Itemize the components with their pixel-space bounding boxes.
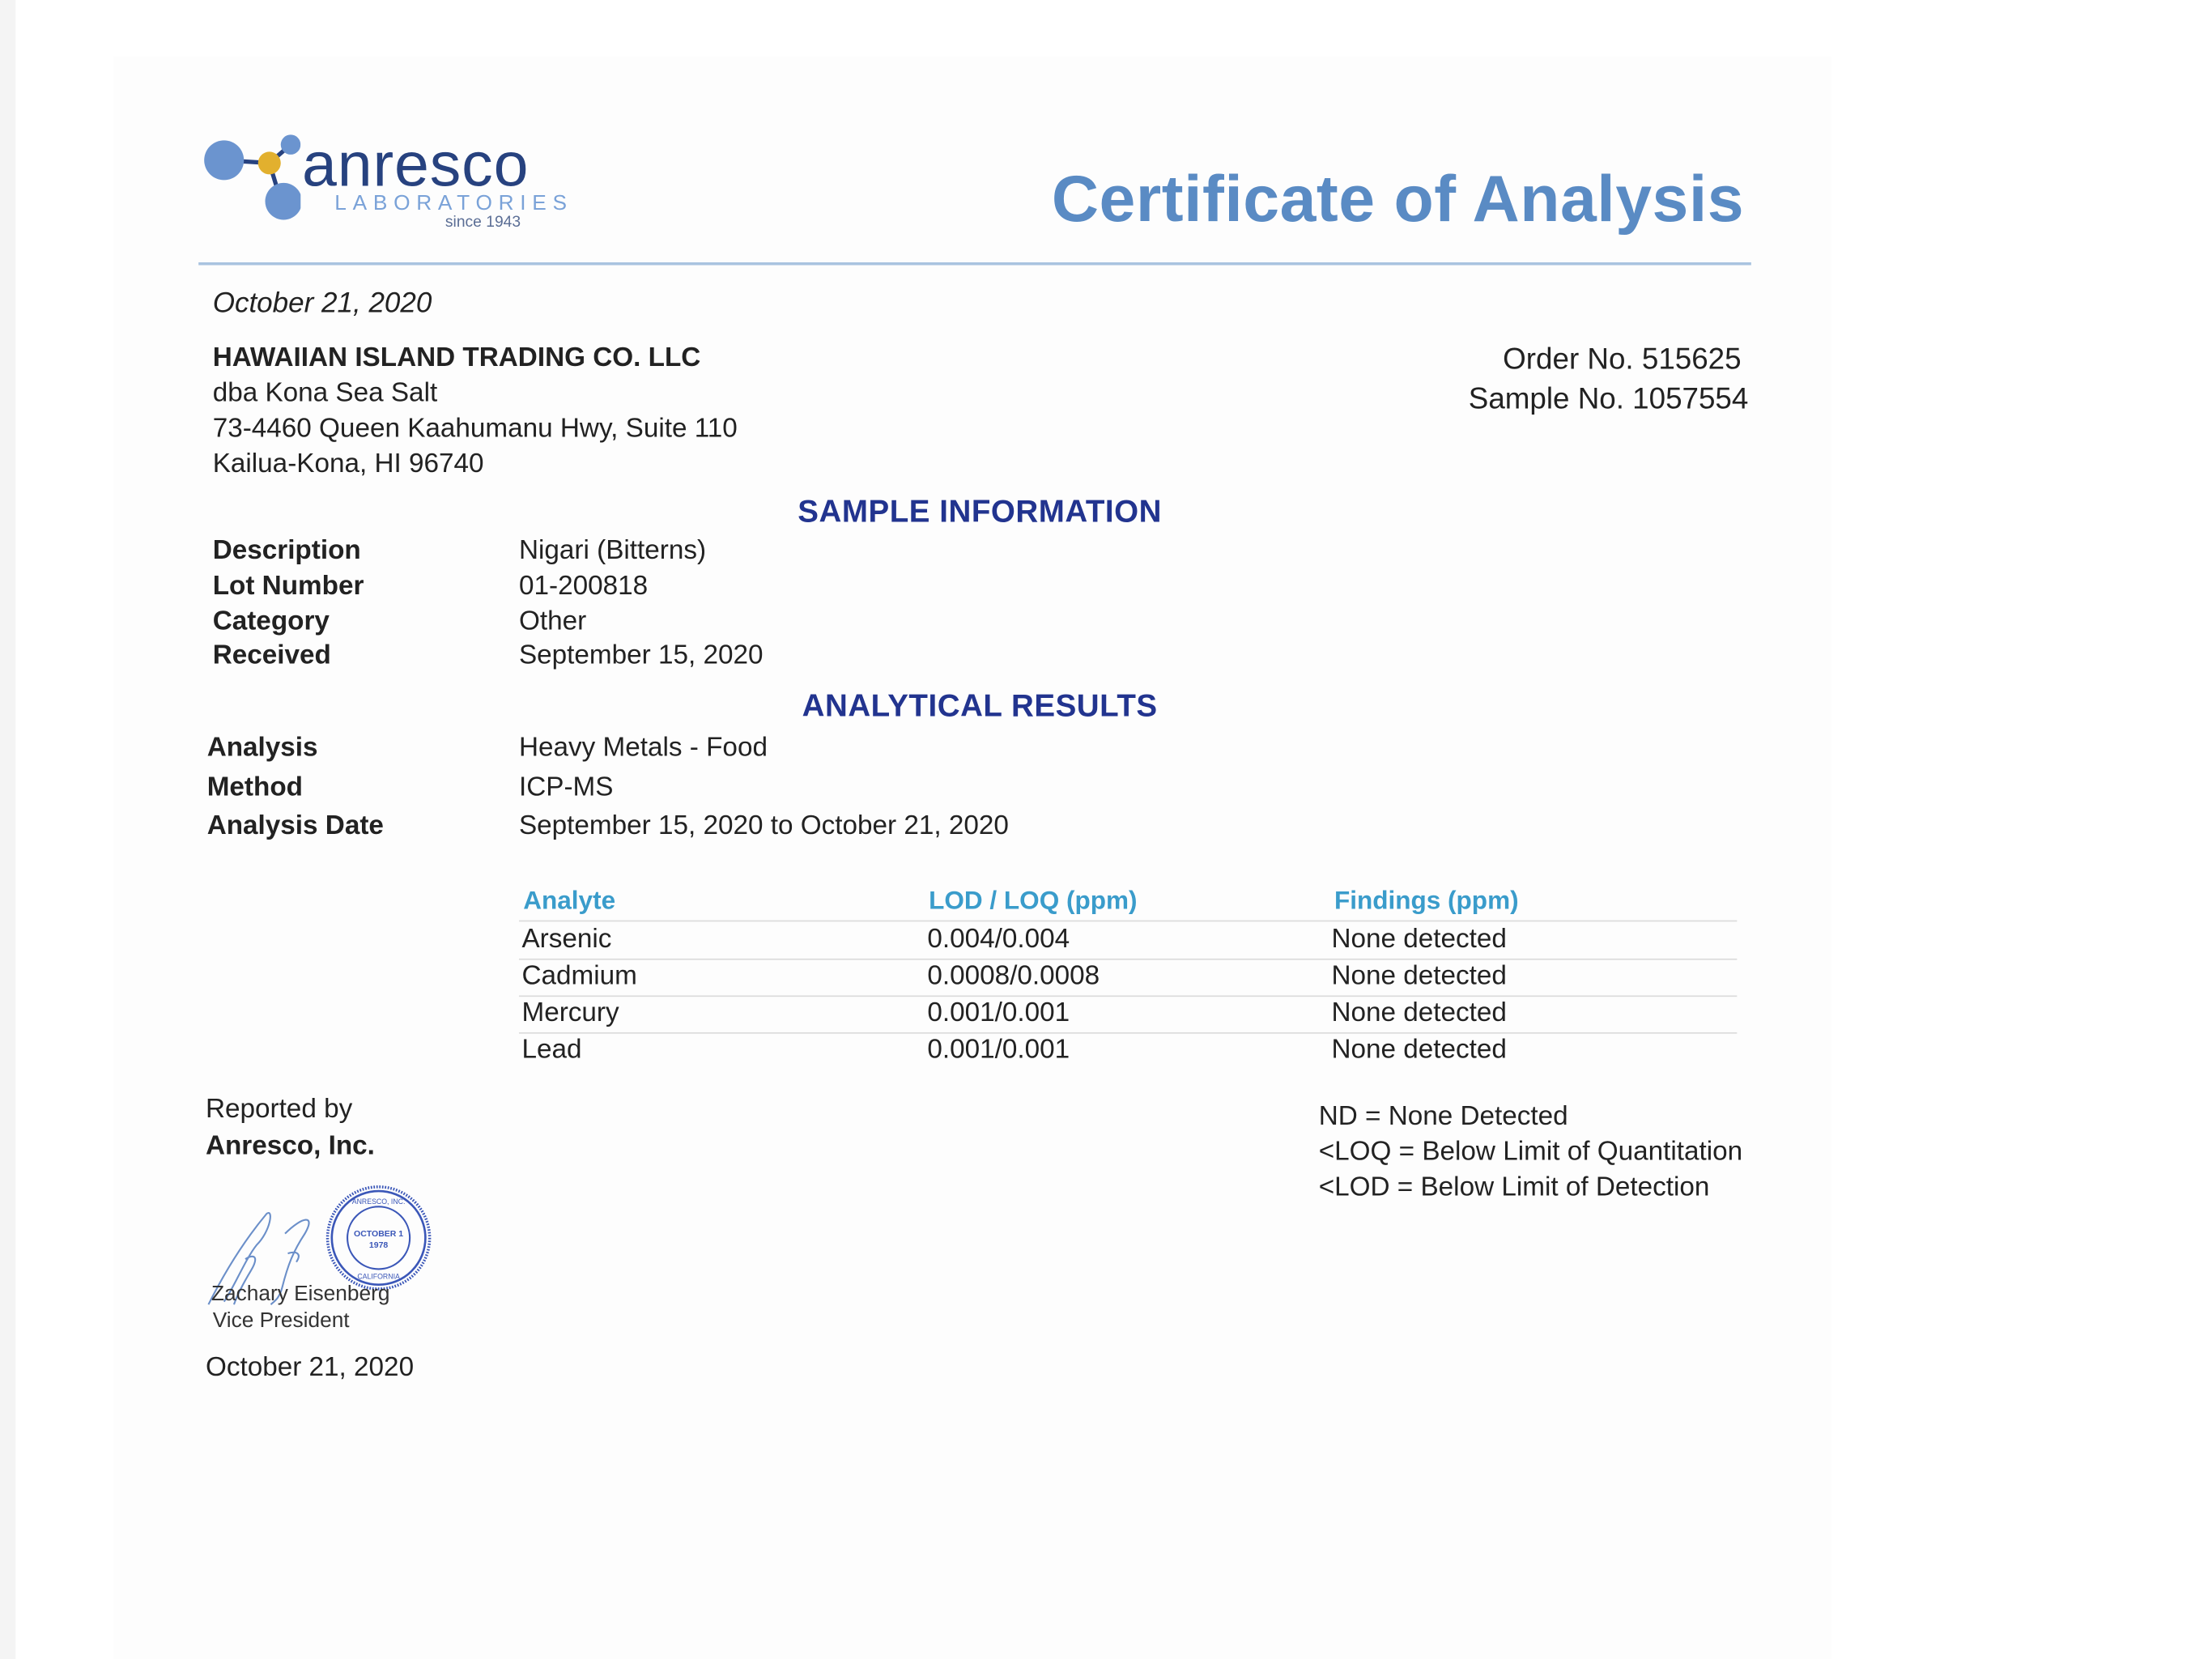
signature-date: October 21, 2020 — [205, 1352, 415, 1383]
sample-info-label: Received — [212, 640, 331, 671]
page-title: Certificate of Analysis — [1051, 161, 1745, 236]
signer-name: Zachary Eisenberg — [211, 1282, 390, 1306]
logo-since: since 1943 — [445, 214, 521, 232]
column-header-findings: Findings (ppm) — [1334, 886, 1519, 915]
analysis-value: Heavy Metals - Food — [518, 733, 768, 764]
order-number: Order No. 515625 — [1503, 342, 1742, 376]
row-divider — [519, 959, 1737, 960]
lod-loq-cell: 0.0008/0.0008 — [927, 961, 1100, 992]
row-divider — [519, 995, 1737, 997]
legend-item: <LOQ = Below Limit of Quantitation — [1318, 1137, 1743, 1168]
corporate-seal-icon — [325, 1184, 432, 1291]
sample-info-value: Other — [518, 606, 587, 637]
client-dba: dba Kona Sea Salt — [212, 378, 438, 409]
reporting-company: Anresco, Inc. — [205, 1131, 375, 1162]
analysis-label: Analysis — [206, 733, 318, 764]
svg-text:OCTOBER 1: OCTOBER 1 — [354, 1229, 404, 1240]
client-address-line2: Kailua-Kona, HI 96740 — [212, 449, 484, 479]
svg-text:1978: 1978 — [368, 1240, 389, 1251]
reported-by-label: Reported by — [205, 1095, 353, 1125]
client-address-line1: 73-4460 Queen Kaahumanu Hwy, Suite 110 — [212, 414, 738, 445]
findings-cell: None detected — [1331, 924, 1507, 955]
analysis-value: September 15, 2020 to October 21, 2020 — [518, 810, 1009, 841]
sample-info-label: Lot Number — [212, 571, 364, 602]
sample-info-label: Description — [212, 535, 361, 566]
header-divider — [198, 262, 1751, 265]
findings-cell: None detected — [1331, 961, 1507, 992]
window-edge — [0, 0, 15, 1659]
analyte-cell: Mercury — [521, 998, 619, 1028]
analyte-cell: Lead — [521, 1035, 582, 1066]
lod-loq-cell: 0.001/0.001 — [927, 1035, 1070, 1066]
lod-loq-cell: 0.001/0.001 — [927, 998, 1070, 1028]
legend-item: <LOD = Below Limit of Detection — [1318, 1172, 1710, 1203]
findings-cell: None detected — [1331, 1035, 1507, 1066]
report-date: October 21, 2020 — [212, 287, 432, 320]
svg-text:ANRESCO, INC.: ANRESCO, INC. — [351, 1197, 406, 1206]
sample-info-label: Category — [212, 606, 330, 637]
svg-text:CALIFORNIA: CALIFORNIA — [357, 1272, 400, 1281]
molecule-icon — [202, 130, 301, 230]
sample-info-value: Nigari (Bitterns) — [518, 535, 707, 566]
column-header-analyte: Analyte — [523, 886, 616, 915]
findings-cell: None detected — [1331, 998, 1507, 1028]
analytical-results-heading: ANALYTICAL RESULTS — [802, 687, 1158, 724]
column-header-lod-loq: LOD / LOQ (ppm) — [929, 886, 1138, 915]
logo-subtitle: LABORATORIES — [334, 191, 573, 216]
lod-loq-cell: 0.004/0.004 — [927, 924, 1070, 955]
sample-number: Sample No. 1057554 — [1468, 382, 1749, 416]
sample-info-value: 01-200818 — [518, 571, 649, 602]
signer-title: Vice President — [212, 1308, 350, 1334]
client-name: HAWAIIAN ISLAND TRADING CO. LLC — [212, 342, 701, 373]
legend-item: ND = None Detected — [1318, 1101, 1568, 1132]
analysis-label: Analysis Date — [206, 810, 384, 841]
analyte-cell: Arsenic — [521, 924, 612, 955]
row-divider — [519, 1032, 1737, 1034]
analysis-label: Method — [206, 772, 303, 803]
analysis-value: ICP-MS — [518, 772, 614, 803]
analyte-cell: Cadmium — [521, 961, 637, 992]
sample-info-heading: SAMPLE INFORMATION — [798, 493, 1162, 530]
header-divider — [519, 921, 1737, 922]
sample-info-value: September 15, 2020 — [518, 640, 764, 671]
logo-wordmark: anresco — [302, 130, 530, 200]
